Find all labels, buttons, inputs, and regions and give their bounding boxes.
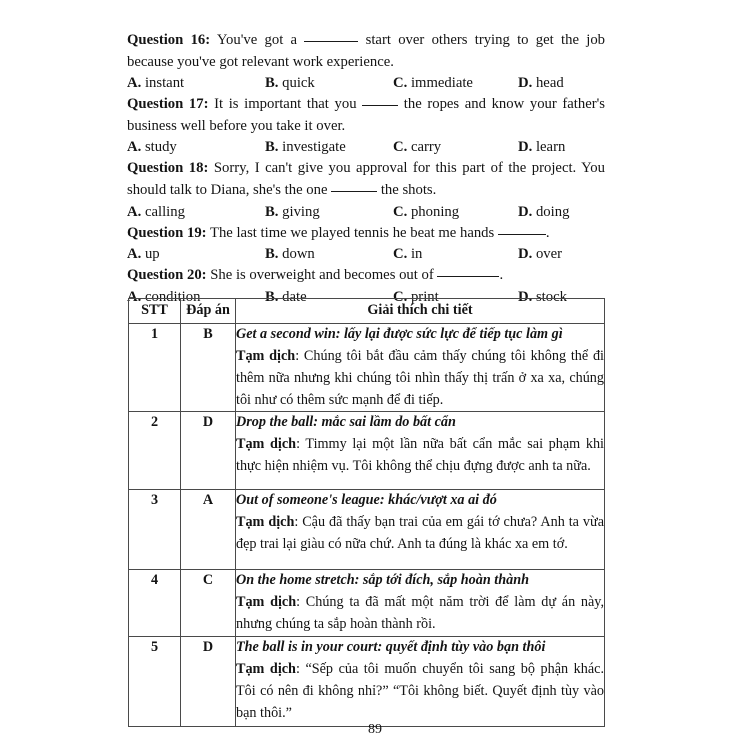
question-text-before-blank: She is overweight and becomes out of [206, 267, 438, 284]
question-text-after-blank: . [545, 224, 550, 241]
question-text-before-blank: It is important that you [208, 96, 363, 113]
translation-block [236, 512, 604, 556]
option-b[interactable] [265, 202, 320, 224]
option-key: A. [127, 288, 142, 305]
page-footer [0, 722, 750, 738]
option-row [127, 137, 605, 158]
column-header-stt: STT [129, 299, 181, 324]
option-a[interactable] [127, 244, 160, 266]
option-key: C. [393, 75, 408, 92]
option-key: B. [265, 288, 279, 305]
page-number: 89 [368, 722, 382, 737]
option-a[interactable] [127, 137, 177, 159]
option-key: A. [127, 75, 142, 92]
table-row [129, 570, 605, 637]
table-header [129, 299, 605, 324]
question-blank [498, 223, 546, 235]
cell-answer: D [181, 412, 236, 490]
option-key: D. [518, 75, 533, 92]
translation-text: : “Sếp của tôi muốn chuyển tôi sang bộ phận khác. Tôi có nên đi không nhỉ?” “Tôi không biết. Quyết định tùy vào bạn thôi.” [236, 660, 604, 721]
question-text-after-blank: start over others trying to get the job because you've got relevant work experience. [127, 32, 606, 70]
column-header-explanation: Giải thích chi tiết [236, 299, 605, 324]
translation-label: Tạm dịch [236, 660, 296, 677]
option-key: C. [393, 288, 408, 305]
option-d[interactable] [518, 137, 565, 159]
question-text-after-blank: the shots. [377, 182, 437, 199]
option-value: up [144, 246, 160, 263]
option-value: over [535, 246, 563, 263]
option-key: B. [265, 75, 279, 92]
option-row [127, 73, 605, 94]
cell-answer: B [181, 324, 236, 412]
table-row [129, 412, 605, 490]
idiom-meaning: Drop the ball: mắc sai lầm do bất cẩn [236, 414, 456, 431]
idiom-meaning: The ball is in your court: quyết định tùy vào bạn thôi [236, 639, 546, 656]
cell-explanation [236, 570, 605, 637]
option-value: down [282, 246, 315, 263]
option-key: A. [127, 203, 142, 220]
question-blank [331, 180, 377, 192]
question-18 [127, 158, 605, 201]
question-blank [437, 266, 499, 278]
translation-label: Tạm dịch [236, 594, 297, 611]
option-key: C. [393, 246, 408, 263]
question-19 [127, 223, 605, 245]
question-list [127, 30, 605, 308]
table-row [129, 637, 605, 727]
question-label: Question 19: [127, 224, 207, 241]
question-label: Question 18: [127, 160, 209, 177]
translation-block [236, 346, 604, 412]
option-value: learn [535, 139, 566, 156]
cell-answer: A [181, 490, 236, 570]
option-key: C. [393, 139, 408, 156]
cell-stt: 1 [129, 324, 181, 412]
idiom-meaning: Out of someone's league: khác/vượt xa ai đó [236, 492, 497, 509]
option-c[interactable] [393, 244, 422, 266]
option-value: condition [144, 288, 201, 305]
option-key: B. [265, 246, 279, 263]
answer-explanation-table-wrapper [128, 298, 604, 727]
translation-text: : Cậu đã thấy bạn trai của em gái tớ chưa? Anh ta vừa đẹp trai lại giàu có nữa chứ. Anh ta đúng là khác xa em tớ. [236, 514, 604, 553]
option-value: instant [144, 75, 185, 92]
cell-stt: 5 [129, 637, 181, 727]
question-label: Question 16: [127, 32, 211, 48]
cell-explanation [236, 324, 605, 412]
question-text-before-blank: You've got a [210, 32, 305, 48]
option-c[interactable] [393, 202, 459, 224]
option-value: immediate [410, 75, 473, 92]
cell-stt: 4 [129, 570, 181, 637]
option-b[interactable] [265, 73, 315, 95]
table-row [129, 490, 605, 570]
question-20 [127, 265, 605, 287]
option-key: C. [393, 203, 408, 220]
cell-stt: 3 [129, 490, 181, 570]
idiom-meaning: Get a second win: lấy lại được sức lực để tiếp tục làm gì [236, 326, 563, 343]
option-a[interactable] [127, 202, 185, 224]
question-text-before-blank: The last time we played tennis he beat me hands [206, 224, 498, 241]
translation-label: Tạm dịch [236, 514, 295, 531]
option-b[interactable] [265, 244, 315, 266]
option-key: A. [127, 139, 142, 156]
option-value: giving [282, 203, 320, 220]
translation-text: : Chúng ta đã mất một năm trời để làm dự án này, nhưng chúng ta sắp hoàn thành rồi. [236, 594, 604, 633]
option-row [127, 244, 605, 265]
option-value: in [410, 246, 423, 263]
question-section [127, 30, 605, 308]
question-label: Question 20: [127, 267, 207, 284]
option-value: investigate [282, 139, 346, 156]
option-d[interactable] [518, 202, 569, 224]
column-header-answer: Đáp án [181, 299, 236, 324]
cell-answer: D [181, 637, 236, 727]
cell-explanation [236, 637, 605, 727]
option-a[interactable] [127, 73, 184, 95]
option-key: A. [127, 246, 142, 263]
question-text-after-blank: . [499, 267, 504, 284]
translation-text: : Timmy lại một lần nữa bất cẩn mắc sai phạm khi thực hiện nhiệm vụ. Tôi không thể chịu đựng được anh ta nữa. [236, 436, 604, 475]
option-value: head [535, 75, 564, 92]
option-value: carry [410, 139, 442, 156]
option-value: study [144, 139, 177, 156]
question-text-after-blank: the ropes and know your father's business well before you take it over. [127, 96, 605, 134]
option-c[interactable] [393, 73, 473, 95]
translation-label: Tạm dịch [236, 436, 297, 453]
option-value: quick [282, 75, 315, 92]
translation-label: Tạm dịch [236, 347, 296, 364]
cell-answer: C [181, 570, 236, 637]
translation-text: : Chúng tôi bắt đầu cảm thấy chúng tôi không thể đi thêm nữa nhưng khi chúng tôi nhìn thấy thị trấn ở xa xa, chúng tôi như có thêm sức mạnh để đi tiếp. [236, 347, 604, 408]
option-d[interactable] [518, 73, 564, 95]
option-key: D. [518, 203, 533, 220]
cell-stt: 2 [129, 412, 181, 490]
option-row [127, 202, 605, 223]
question-blank [362, 95, 398, 107]
question-text-before-blank: Sorry, I can't give you approval for this part of the project. You should talk to Diana, she's the one [127, 160, 605, 199]
option-value: calling [144, 203, 185, 220]
question-blank [304, 30, 358, 42]
question-17 [127, 94, 605, 137]
option-value: date [282, 288, 307, 305]
option-value: phoning [410, 203, 460, 220]
option-key: B. [265, 139, 279, 156]
table-header-row [129, 299, 605, 324]
cell-explanation [236, 412, 605, 490]
question-16 [127, 30, 605, 73]
table-row [129, 324, 605, 412]
option-d[interactable] [518, 244, 562, 266]
option-key: D. [518, 139, 533, 156]
option-value: print [410, 288, 439, 305]
option-c[interactable] [393, 137, 441, 159]
translation-block [236, 592, 604, 636]
question-label: Question 17: [127, 96, 209, 113]
idiom-meaning: On the home stretch: sắp tới đích, sắp hoàn thành [236, 572, 529, 589]
option-key: D. [518, 246, 533, 263]
option-value: doing [535, 203, 570, 220]
option-value: stock [535, 288, 567, 305]
translation-block [236, 659, 604, 725]
cell-explanation [236, 490, 605, 570]
option-key: D. [518, 288, 533, 305]
translation-block [236, 434, 604, 478]
option-b[interactable] [265, 137, 346, 159]
answer-explanation-table [128, 298, 605, 727]
table-body [129, 324, 605, 727]
option-key: B. [265, 203, 279, 220]
